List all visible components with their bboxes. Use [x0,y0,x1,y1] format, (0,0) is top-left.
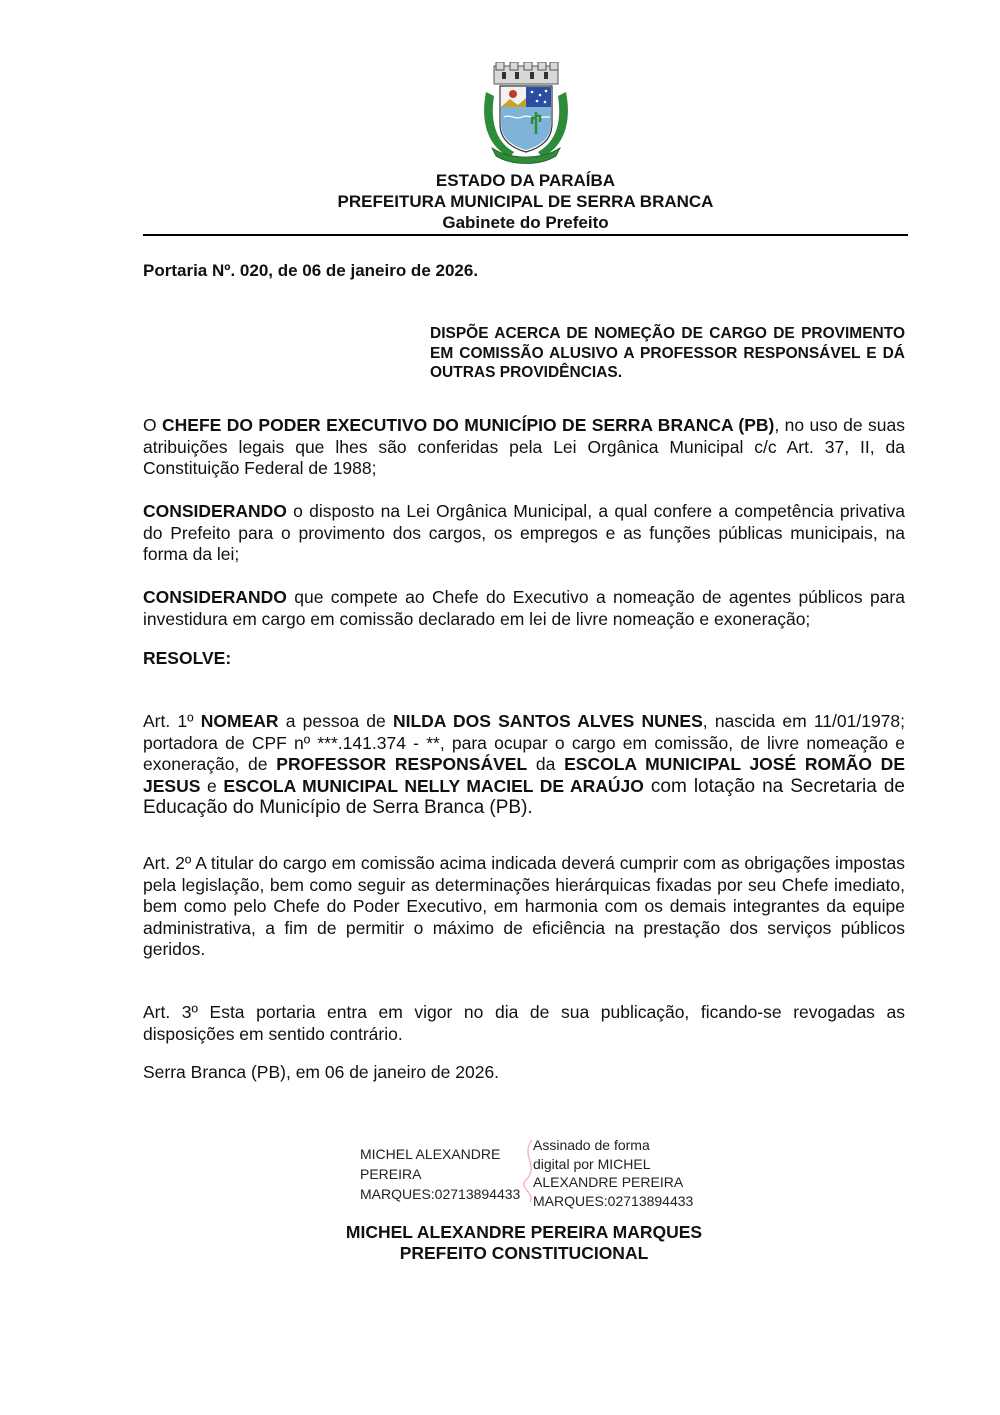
considerando-2-label: CONSIDERANDO [143,587,287,607]
art1-part: com lotação na Secretaria de Educação do Município de Serra Branca (PB). [143,775,905,818]
prefecture-name: PREFEITURA MUNICIPAL DE SERRA BRANCA [337,192,714,211]
intro-pre: O [143,415,163,435]
signature-line: MARQUES:02713894433 [360,1186,521,1202]
signature-cert-block [533,1136,693,1210]
art1-part: , nascida em 11/01/1978; portadora de CPF nº ***.141.374 - **, para ocupar o cargo em comissão, de livre nomeação e exoneração, de [143,711,906,774]
considerando-1-label: CONSIDERANDO [143,501,287,521]
article-3: Art. 3º Esta portaria entra em vigor no dia de sua publicação, ficando-se revogadas as disposições em sentido contrário. [143,1002,905,1044]
signature-line: MICHEL ALEXANDRE [360,1146,501,1162]
considerando-paragraph-2 [143,587,905,630]
signature-line: PEREIRA [360,1166,422,1182]
art1-part: Art. 1º [143,711,201,731]
intro-paragraph [143,415,905,480]
portaria-title: Portaria Nº. 020, de 06 de janeiro de 2026. [143,261,479,280]
signer-block [143,1222,905,1264]
digital-signature [360,1136,720,1216]
state-name: ESTADO DA PARAÍBA [435,171,616,190]
art1-part: da [527,754,565,774]
letterhead [143,170,908,233]
art1-part: e [200,775,224,796]
place-and-date: Serra Branca (PB), em 06 de janeiro de 2026. [143,1062,500,1082]
considerando-paragraph-1 [143,501,905,566]
considerando-1-text: o disposto na Lei Orgânica Municipal, a qual confere a competência privativa do Prefeito para o provimento dos cargos, os empregos e as funções públicas municipais, na forma da lei; [143,501,905,564]
intro-post: , no uso de suas atribuições legais que lhes são conferidas pela Lei Orgânica Municipal c/c Art. 37, II, da Constituição Federal de 1988; [143,415,905,478]
cabinet-name: Gabinete do Prefeito [442,213,609,232]
art1-bold: ESCOLA MUNICIPAL JOSÉ ROMÃO DE JESUS [143,754,905,796]
art1-bold: PROFESSOR RESPONSÁVEL [276,754,528,774]
intro-bold: CHEFE DO PODER EXECUTIVO DO MUNICÍPIO DE SERRA BRANCA (PB) [162,415,775,435]
signature-name-block [360,1144,520,1204]
signature-cert-line: Assinado de forma [533,1137,650,1153]
article-2: Art. 2º A titular do cargo em comissão acima indicada deverá cumprir com as obrigações impostas pela legislação, bem como seguir as determinações hierárquicas fixadas por seu Chefe imediato, bem como pelo Chefe do Poder Executivo, em harmonia com os demais integrantes da equipe administrativa, a fim de permitir o máximo de eficiência na prestação dos serviços públicos geridos. [143,853,905,959]
resolve-heading: RESOLVE: [143,648,232,668]
art1-part: a pessoa de [278,711,393,731]
coat-of-arms-icon [480,62,572,166]
signature-cert-line: ALEXANDRE PEREIRA [533,1174,684,1190]
ementa: DISPÕE ACERCA DE NOMEÇÃO DE CARGO DE PROVIMENTO EM COMISSÃO ALUSIVO A PROFESSOR RESPONSÁVEL E DÁ OUTRAS PROVIDÊNCIAS. [430,325,905,381]
considerando-2-text: que compete ao Chefe do Executivo a nomeação de agentes públicos para investidura em cargo em comissão declarado em lei de livre nomeação e exoneração; [143,587,905,629]
header-divider [143,234,908,236]
art1-bold: NILDA DOS SANTOS ALVES NUNES [392,711,703,731]
signature-cert-line: MARQUES:02713894433 [533,1192,694,1209]
art1-bold: ESCOLA MUNICIPAL NELLY MACIEL DE ARAÚJO [223,775,644,796]
signer-name: MICHEL ALEXANDRE PEREIRA MARQUES [345,1222,703,1242]
art1-bold: NOMEAR [200,711,279,731]
signer-title: PREFEITO CONSTITUCIONAL [399,1243,649,1263]
signature-cert-line: digital por MICHEL [533,1155,651,1172]
article-1 [143,711,905,819]
